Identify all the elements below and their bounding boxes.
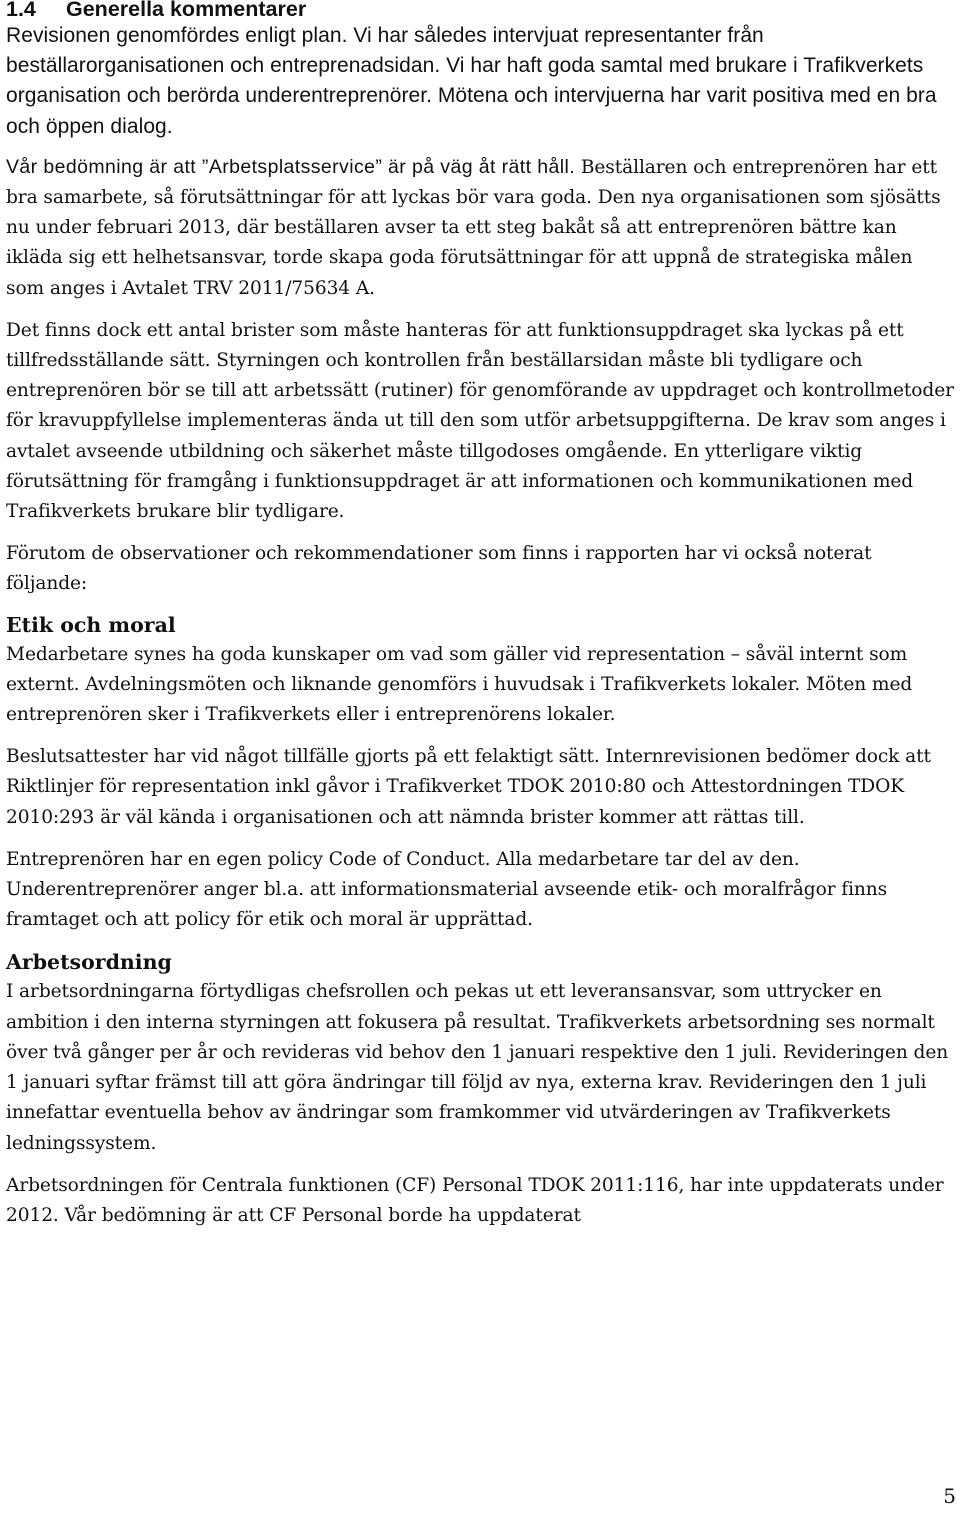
- assessment-paragraph: [6, 152, 954, 304]
- observationer-paragraph: Förutom de observationer och rekommendationer som finns i rapporten har vi också noterat följande:: [6, 543, 872, 595]
- section-number: 1.4: [6, 0, 36, 21]
- assessment-lead: Vår bedömning är att ”Arbetsplatsservice” är på väg åt rätt håll.: [6, 155, 576, 178]
- assessment-body: Beställaren och entreprenören har ett bra samarbete, så förutsättningar för att lyckas bör vara goda. Den nya organisationen som sjösätts nu under februari 2013, där beställaren avser ta ett steg bakåt så att entreprenören bättre kan ikläda sig ett helhetsansvar, torde skapa goda förutsättningar för att uppnå de strategiska målen som anges i Avtalet TRV 2011/75634 A.: [6, 156, 941, 299]
- section-heading: [6, 0, 954, 21]
- arbetsordning-paragraph-2: Arbetsordningen för Centrala funktionen (CF) Personal TDOK 2011:116, har inte uppdaterats under 2012. Vår bedömning är att CF Personal borde ha uppdaterat: [6, 1174, 944, 1226]
- etik-paragraph-3: Entreprenören har en egen policy Code of Conduct. Alla medarbetare tar del av den. Underentreprenörer anger bl.a. att informationsmaterial avseende etik- och moralfrågor finns framtaget och att policy för etik och moral är upprättad.: [6, 848, 888, 931]
- etik-paragraph-1: Medarbetare synes ha goda kunskaper om vad som gäller vid representation – såväl internt som externt. Avdelningsmöten och liknande genomförs i huvudsak i Trafikverkets lokaler. Möten med entreprenören sker i Trafikverkets eller i entreprenörens lokaler.: [6, 643, 913, 726]
- page-number: 5: [943, 1484, 956, 1508]
- arbetsordning-heading: Arbetsordning: [6, 950, 172, 975]
- document-page: [6, 0, 954, 1231]
- brister-paragraph: Det finns dock ett antal brister som måste hanteras för att funktionsuppdraget ska lyckas på ett tillfredsställande sätt. Styrningen och kontrollen från beställarsidan måste bli tydligare och entreprenören bör se till att arbetssätt (rutiner) för genomförande av uppdraget och kontrollmetoder för kravuppfyllelse implementeras ända ut till den som utför arbetsuppgifterna. De krav som anges i avtalet avseende utbildning och säkerhet måste tillgodoses omgående. En ytterligare viktig förutsättning för framgång i funktionsuppdraget är att informationen och kommunikationen med Trafikverkets brukare blir tydligare.: [6, 319, 954, 523]
- arbetsordning-paragraph-1: I arbetsordningarna förtydligas chefsrollen och pekas ut ett leveransansvar, som uttrycker en ambition i den interna styrningen att fokusera på resultat. Trafikverkets arbetsordning ses normalt över två gånger per år och revideras vid behov den 1 januari respektive den 1 juli. Revideringen den 1 januari syftar främst till att göra ändringar till följd av nya, externa krav. Revideringen den 1 juli innefattar eventuella behov av ändringar som framkommer vid utvärderingen av Trafikverkets ledningssystem.: [6, 981, 949, 1154]
- etik-heading: Etik och moral: [6, 612, 176, 637]
- etik-paragraph-2: Beslutsattester har vid något tillfälle gjorts på ett felaktigt sätt. Internrevisionen bedömer dock att Riktlinjer för representation inkl gåvor i Trafikverket TDOK 2010:80 och Attestordningen TDOK 2010:293 är väl kända i organisationen och att nämnda brister kommer att rättas till.: [6, 746, 931, 828]
- section-title: Generella kommentarer: [66, 0, 307, 21]
- intro-paragraph: Revisionen genomfördes enligt plan. Vi har således intervjuat representanter från beställarorganisationen och entreprenadsidan. Vi har haft goda samtal med brukare i Trafikverkets organisation och berörda underentreprenörer. Mötena och intervjuerna har varit positiva med en bra och öppen dialog.: [6, 24, 937, 138]
